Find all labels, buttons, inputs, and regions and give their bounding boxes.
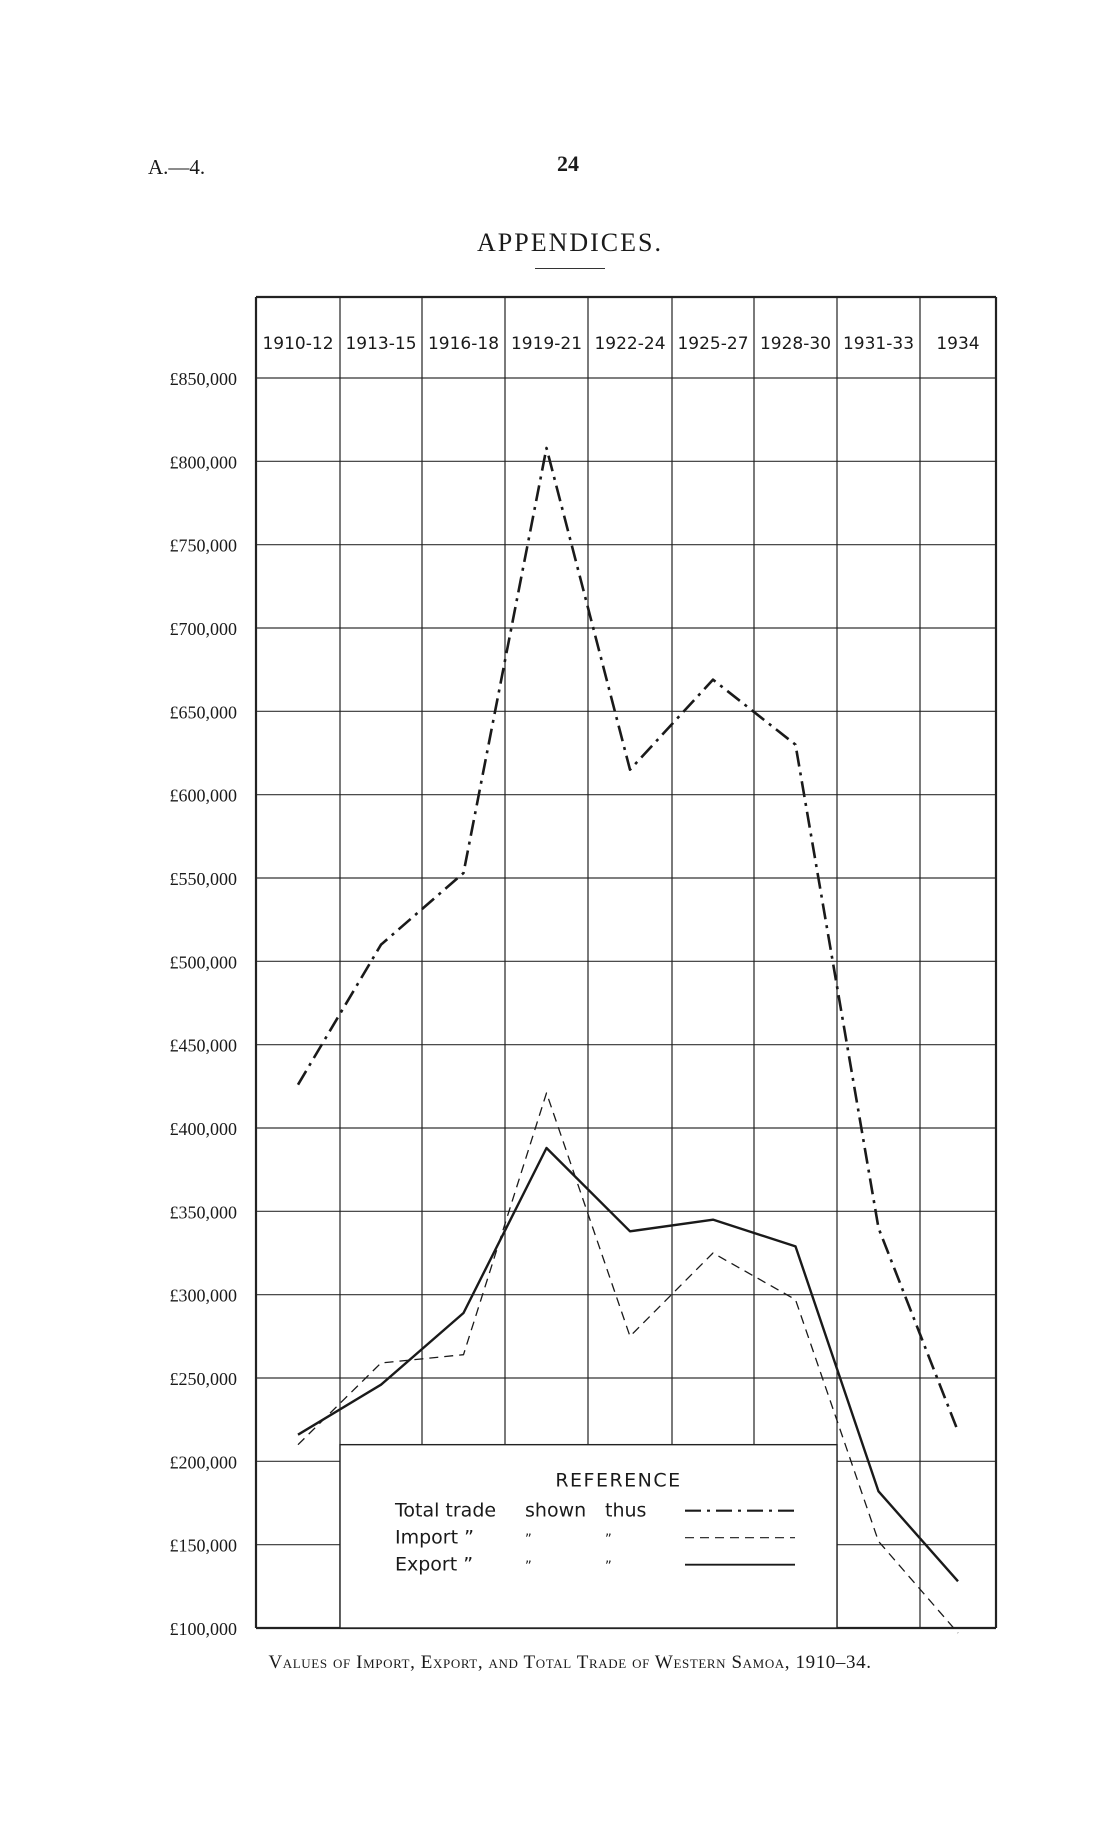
column-header-label: 1913-15 (345, 334, 417, 354)
y-tick-label: £500,000 (169, 952, 237, 973)
y-tick-label: £200,000 (169, 1452, 237, 1473)
column-header-label: 1922-24 (594, 334, 666, 354)
legend-label: Import ” (395, 1526, 474, 1549)
y-tick-label: £450,000 (169, 1035, 237, 1056)
series-line-total-trade (298, 448, 958, 1431)
legend-label: Total trade (395, 1499, 497, 1522)
section-title: APPENDICES. (477, 228, 663, 257)
y-tick-label: £700,000 (169, 619, 237, 639)
y-tick-label: £300,000 (169, 1285, 237, 1306)
y-tick-label: £800,000 (169, 452, 237, 473)
legend-col2: shown (525, 1499, 587, 1522)
y-tick-label: £550,000 (169, 869, 237, 889)
figure-caption: Values of Import, Export, and Total Trade of Western Samoa, 1910–34. (268, 1652, 872, 1673)
column-header-label: 1928-30 (759, 334, 832, 354)
y-tick-label: £400,000 (169, 1119, 237, 1139)
y-tick-label: £650,000 (169, 702, 237, 723)
legend-label: Export ” (395, 1553, 474, 1576)
y-tick-label: £250,000 (169, 1369, 237, 1389)
column-header-label: 1919-21 (510, 334, 583, 354)
y-tick-label: £350,000 (169, 1202, 237, 1223)
y-tick-label: £100,000 (169, 1619, 237, 1639)
page-number: 24 (557, 151, 579, 176)
page-reference: A.—4. (148, 155, 206, 179)
legend-col3: ” (605, 1559, 612, 1575)
y-tick-label: £150,000 (169, 1535, 237, 1556)
y-tick-label: £750,000 (169, 535, 237, 556)
column-header-label: 1931-33 (842, 334, 915, 354)
column-header-label: 1925-27 (677, 334, 749, 354)
legend-col3: thus (605, 1499, 647, 1522)
y-tick-label: £850,000 (169, 369, 237, 389)
column-header-label: 1910-12 (262, 334, 334, 354)
column-header-label: 1934 (936, 334, 980, 354)
column-header-label: 1916-18 (427, 334, 500, 354)
legend-heading: REFERENCE (555, 1469, 682, 1492)
legend-col3: ” (605, 1532, 612, 1548)
legend-col2: ” (525, 1532, 532, 1548)
y-tick-label: £600,000 (169, 785, 237, 806)
legend-col2: ” (525, 1559, 532, 1575)
